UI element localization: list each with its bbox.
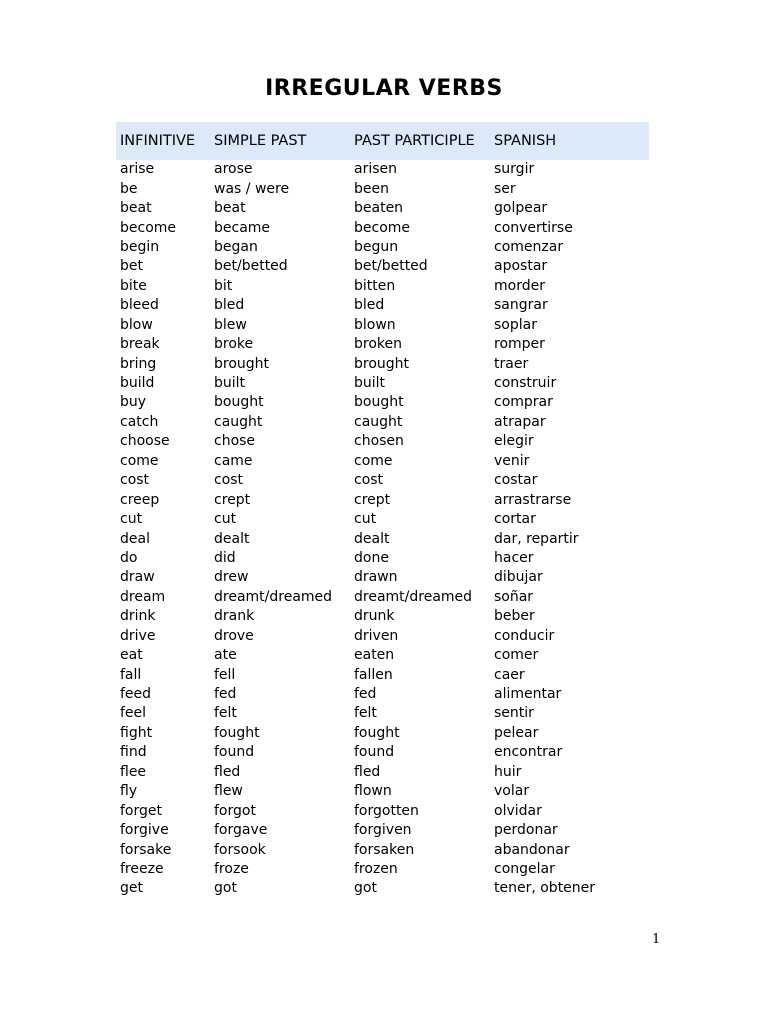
spanish-cell: beber — [494, 608, 535, 625]
table-row — [116, 218, 649, 237]
past-participle-cell: driven — [354, 627, 399, 644]
infinitive-cell: draw — [120, 569, 155, 586]
simple-past-cell: drove — [214, 627, 254, 644]
simple-past-cell: became — [214, 219, 271, 236]
spanish-cell: dibujar — [494, 569, 543, 586]
spanish-cell: congelar — [494, 860, 555, 877]
spanish-cell: soñar — [494, 588, 534, 605]
spanish-cell: golpear — [494, 200, 548, 217]
past-participle-cell: felt — [354, 705, 377, 722]
table-row — [116, 743, 649, 762]
simple-past-cell: dealt — [214, 530, 250, 547]
past-participle-cell: been — [354, 180, 389, 197]
past-participle-cell: blown — [354, 316, 396, 333]
simple-past-cell: crept — [214, 491, 251, 508]
header-spanish: SPANISH — [494, 132, 557, 149]
past-participle-cell: flown — [354, 783, 392, 800]
table-row — [116, 704, 649, 723]
infinitive-cell: buy — [120, 394, 147, 411]
past-participle-cell: drawn — [354, 569, 398, 586]
simple-past-cell: bought — [214, 394, 264, 411]
simple-past-cell: forsook — [214, 841, 266, 858]
table-row — [116, 782, 649, 801]
spanish-cell: abandonar — [494, 841, 570, 858]
simple-past-cell: got — [214, 880, 237, 897]
spanish-cell: sangrar — [494, 297, 548, 314]
header-simple-past: SIMPLE PAST — [214, 132, 307, 149]
past-participle-cell: dreamt/dreamed — [354, 588, 473, 605]
past-participle-cell: fought — [354, 724, 400, 741]
infinitive-cell: choose — [120, 433, 170, 450]
past-participle-cell: fled — [354, 763, 381, 780]
simple-past-cell: flew — [214, 783, 243, 800]
infinitive-cell: find — [120, 744, 147, 761]
page-title: IRREGULAR VERBS — [265, 76, 503, 101]
past-participle-cell: built — [354, 375, 386, 392]
table-header-row — [116, 122, 649, 160]
simple-past-cell: blew — [214, 316, 247, 333]
past-participle-cell: got — [354, 880, 377, 897]
table-row — [116, 199, 649, 218]
infinitive-cell: drive — [120, 627, 156, 644]
past-participle-cell: caught — [354, 413, 403, 430]
past-participle-cell: bled — [354, 297, 385, 314]
spanish-cell: apostar — [494, 258, 548, 275]
simple-past-cell: fought — [214, 724, 260, 741]
past-participle-cell: come — [354, 452, 393, 469]
simple-past-cell: drank — [214, 608, 255, 625]
infinitive-cell: blow — [120, 316, 153, 333]
spanish-cell: construir — [494, 375, 557, 392]
past-participle-cell: forsaken — [354, 841, 415, 858]
infinitive-cell: freeze — [120, 860, 164, 877]
spanish-cell: sentir — [494, 705, 534, 722]
table-row — [116, 607, 649, 626]
spanish-cell: surgir — [494, 161, 535, 178]
spanish-cell: arrastrarse — [494, 491, 572, 508]
table-row — [116, 413, 649, 432]
spanish-cell: volar — [494, 783, 530, 800]
table-row — [116, 529, 649, 548]
table-row — [116, 549, 649, 568]
simple-past-cell: chose — [214, 433, 256, 450]
infinitive-cell: fall — [120, 666, 142, 683]
past-participle-cell: become — [354, 219, 411, 236]
table-row — [116, 860, 649, 879]
simple-past-cell: bit — [214, 277, 233, 294]
infinitive-cell: bleed — [120, 297, 159, 314]
table-row — [116, 316, 649, 335]
spanish-cell: costar — [494, 472, 538, 489]
simple-past-cell: cost — [214, 472, 244, 489]
table-row — [116, 432, 649, 451]
simple-past-cell: drew — [214, 569, 249, 586]
past-participle-cell: broken — [354, 336, 402, 353]
past-participle-cell: beaten — [354, 200, 404, 217]
past-participle-cell: dealt — [354, 530, 390, 547]
spanish-cell: comenzar — [494, 238, 564, 255]
simple-past-cell: fed — [214, 686, 237, 703]
infinitive-cell: beat — [120, 200, 152, 217]
infinitive-cell: forget — [120, 802, 162, 819]
spanish-cell: traer — [494, 355, 529, 372]
spanish-cell: dar, repartir — [494, 530, 579, 547]
table-row — [116, 471, 649, 490]
table-row — [116, 568, 649, 587]
spanish-cell: soplar — [494, 316, 537, 333]
spanish-cell: pelear — [494, 724, 539, 741]
infinitive-cell: fly — [120, 783, 138, 800]
simple-past-cell: beat — [214, 200, 246, 217]
infinitive-cell: creep — [120, 491, 160, 508]
simple-past-cell: bled — [214, 297, 245, 314]
simple-past-cell: froze — [214, 860, 249, 877]
simple-past-cell: began — [214, 238, 258, 255]
simple-past-cell: dreamt/dreamed — [214, 588, 333, 605]
simple-past-cell: forgave — [214, 822, 268, 839]
infinitive-cell: do — [120, 549, 138, 566]
table-row — [116, 821, 649, 840]
infinitive-cell: catch — [120, 413, 159, 430]
table-row — [116, 393, 649, 412]
infinitive-cell: begin — [120, 238, 160, 255]
simple-past-cell: built — [214, 375, 246, 392]
table-row — [116, 238, 649, 257]
spanish-cell: huir — [494, 763, 522, 780]
infinitive-cell: cut — [120, 511, 143, 528]
past-participle-cell: bitten — [354, 277, 396, 294]
past-participle-cell: brought — [354, 355, 410, 372]
infinitive-cell: bet — [120, 258, 143, 275]
past-participle-cell: cost — [354, 472, 384, 489]
spanish-cell: elegir — [494, 433, 534, 450]
past-participle-cell: forgiven — [354, 822, 412, 839]
spanish-cell: encontrar — [494, 744, 563, 761]
simple-past-cell: forgot — [214, 802, 256, 819]
table-row — [116, 588, 649, 607]
spanish-cell: perdonar — [494, 822, 558, 839]
past-participle-cell: begun — [354, 238, 399, 255]
table-row — [116, 296, 649, 315]
infinitive-cell: break — [120, 336, 160, 353]
header-infinitive: INFINITIVE — [120, 132, 196, 149]
spanish-cell: alimentar — [494, 686, 562, 703]
simple-past-cell: ate — [214, 647, 237, 664]
infinitive-cell: bring — [120, 355, 157, 372]
irregular-verbs-table — [116, 122, 649, 899]
past-participle-cell: bought — [354, 394, 404, 411]
simple-past-cell: brought — [214, 355, 270, 372]
table-row — [116, 490, 649, 509]
table-row — [116, 374, 649, 393]
past-participle-cell: arisen — [354, 161, 398, 178]
infinitive-cell: be — [120, 180, 138, 197]
infinitive-cell: drink — [120, 608, 156, 625]
page-number: 1 — [652, 932, 661, 947]
table-row — [116, 510, 649, 529]
infinitive-cell: come — [120, 452, 159, 469]
table-row — [116, 160, 649, 179]
spanish-cell: comprar — [494, 394, 553, 411]
spanish-cell: atrapar — [494, 413, 546, 430]
table-row — [116, 724, 649, 743]
simple-past-cell: fled — [214, 763, 241, 780]
infinitive-cell: become — [120, 219, 177, 236]
past-participle-cell: frozen — [354, 860, 398, 877]
spanish-cell: caer — [494, 666, 525, 683]
past-participle-cell: done — [354, 549, 389, 566]
infinitive-cell: feed — [120, 686, 152, 703]
table-row — [116, 277, 649, 296]
past-participle-cell: drunk — [354, 608, 395, 625]
table-row — [116, 879, 649, 898]
infinitive-cell: bite — [120, 277, 147, 294]
past-participle-cell: chosen — [354, 433, 404, 450]
table-row — [116, 801, 649, 820]
table-row — [116, 335, 649, 354]
infinitive-cell: arise — [120, 161, 155, 178]
past-participle-cell: cut — [354, 511, 377, 528]
spanish-cell: tener, obtener — [494, 880, 596, 897]
spanish-cell: olvidar — [494, 802, 542, 819]
past-participle-cell: bet/betted — [354, 258, 428, 275]
spanish-cell: comer — [494, 647, 539, 664]
infinitive-cell: deal — [120, 530, 150, 547]
past-participle-cell: fallen — [354, 666, 393, 683]
simple-past-cell: bet/betted — [214, 258, 288, 275]
table-row — [116, 665, 649, 684]
simple-past-cell: caught — [214, 413, 263, 430]
table-row — [116, 763, 649, 782]
spanish-cell: cortar — [494, 511, 536, 528]
simple-past-cell: was / were — [214, 180, 290, 197]
past-participle-cell: fed — [354, 686, 377, 703]
infinitive-cell: build — [120, 375, 155, 392]
table-row — [116, 840, 649, 859]
header-past-participle: PAST PARTICIPLE — [354, 132, 475, 149]
simple-past-cell: came — [214, 452, 253, 469]
spanish-cell: romper — [494, 336, 545, 353]
table-row — [116, 354, 649, 373]
infinitive-cell: flee — [120, 763, 147, 780]
infinitive-cell: eat — [120, 647, 143, 664]
infinitive-cell: forgive — [120, 822, 169, 839]
infinitive-cell: get — [120, 880, 143, 897]
spanish-cell: venir — [494, 452, 530, 469]
table-row — [116, 179, 649, 198]
infinitive-cell: forsake — [120, 841, 172, 858]
infinitive-cell: fight — [120, 724, 153, 741]
simple-past-cell: fell — [214, 666, 236, 683]
past-participle-cell: forgotten — [354, 802, 419, 819]
spanish-cell: conducir — [494, 627, 555, 644]
simple-past-cell: broke — [214, 336, 254, 353]
spanish-cell: hacer — [494, 549, 534, 566]
simple-past-cell: felt — [214, 705, 237, 722]
table-row — [116, 452, 649, 471]
infinitive-cell: dream — [120, 588, 166, 605]
table-row — [116, 257, 649, 276]
simple-past-cell: did — [214, 549, 236, 566]
spanish-cell: morder — [494, 277, 545, 294]
spanish-cell: convertirse — [494, 219, 573, 236]
table-row — [116, 627, 649, 646]
table-row — [116, 685, 649, 704]
past-participle-cell: crept — [354, 491, 391, 508]
simple-past-cell: found — [214, 744, 255, 761]
infinitive-cell: feel — [120, 705, 147, 722]
table-row — [116, 646, 649, 665]
past-participle-cell: found — [354, 744, 395, 761]
simple-past-cell: arose — [214, 161, 253, 178]
simple-past-cell: cut — [214, 511, 237, 528]
spanish-cell: ser — [494, 180, 516, 197]
past-participle-cell: eaten — [354, 647, 395, 664]
infinitive-cell: cost — [120, 472, 150, 489]
